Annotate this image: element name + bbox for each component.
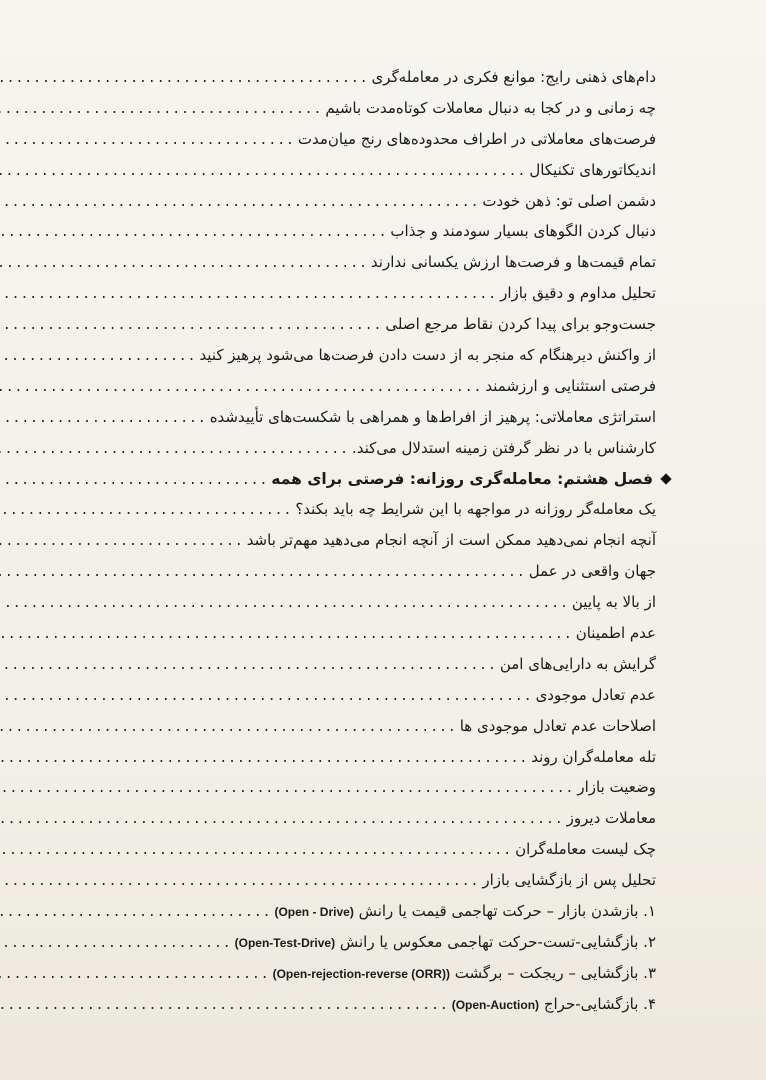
toc-entry-text: فرصت‌های معاملاتی در اطراف محدوده‌های رنج میان‌مدت xyxy=(297,129,656,148)
toc-entry-title xyxy=(512,834,656,865)
dot-leader xyxy=(0,620,573,651)
toc-entry-title xyxy=(322,93,656,124)
toc-entry-text: ۲. بازگشایی-تست-حرکت تهاجمی معکوس یا رانش xyxy=(339,932,656,951)
toc-entry xyxy=(90,216,656,247)
toc-entry xyxy=(90,618,656,649)
toc-entry xyxy=(90,525,656,556)
toc-entry-text: آنچه انجام نمی‌دهید ممکن است از آنچه انجام می‌دهید مهم‌تر باشد xyxy=(246,531,656,550)
toc-entry xyxy=(90,155,656,186)
toc-entry-title xyxy=(196,340,656,371)
toc-entry xyxy=(90,927,656,958)
dot-leader xyxy=(0,991,449,1022)
toc-entry-title xyxy=(349,433,656,464)
toc-entry-latin-term: (Open-Test-Drive) xyxy=(234,935,336,950)
toc-entry xyxy=(90,803,656,834)
dot-leader xyxy=(0,64,369,95)
dot-leader xyxy=(0,95,322,126)
dot-leader xyxy=(0,311,382,342)
toc-entry-title xyxy=(479,865,656,896)
toc-entry-title xyxy=(533,680,656,711)
toc-entry xyxy=(90,93,656,124)
toc-entry-title xyxy=(382,309,656,340)
toc-entry-text: دشمن اصلی تو: ذهن خودت xyxy=(482,191,656,210)
toc-entry-text: کارشناس با در نظر گرفتن زمینه استدلال می‌کند. xyxy=(351,438,656,457)
toc-entry-text: ۴. بازگشایی-حراج xyxy=(543,994,656,1013)
dot-leader xyxy=(0,558,526,589)
toc-entry-text: وضعیت بازار xyxy=(577,778,656,797)
dot-leader xyxy=(0,651,497,682)
dot-leader xyxy=(0,836,512,867)
toc-entry-text: عدم اطمینان xyxy=(575,624,656,643)
dot-leader xyxy=(0,682,533,713)
toc-entry xyxy=(90,587,656,618)
toc-entry xyxy=(90,649,656,680)
toc-entry-text: عدم تعادل موجودی xyxy=(535,685,656,704)
dot-leader xyxy=(0,527,244,558)
toc-entry-title xyxy=(207,402,656,433)
table-of-contents xyxy=(90,62,656,1020)
toc-chapter-heading xyxy=(90,464,656,495)
dot-leader xyxy=(0,898,271,929)
toc-entry-title xyxy=(368,247,656,278)
toc-entry-text: از واکنش دیرهنگام که منجر به از دست دادن فرصت‌ها می‌شود پرهیز کنید xyxy=(199,346,656,365)
toc-entry-text: اندیکاتورهای تکنیکال xyxy=(529,160,656,179)
toc-entry-text: دام‌های ذهنی رایج: موانع فکری در معامله‌گری xyxy=(371,68,656,86)
toc-entry-title xyxy=(232,927,656,959)
toc-entry-text: یک معامله‌گر روزانه در مواجهه با این شرایط چه باید بکند؟ xyxy=(295,500,656,519)
toc-entry xyxy=(90,896,656,927)
toc-entry-title xyxy=(270,958,656,990)
toc-entry-text: ۱. بازشدن بازار – حرکت تهاجمی قیمت یا رانش xyxy=(358,902,656,921)
dot-leader xyxy=(0,589,569,620)
toc-entry xyxy=(90,186,656,217)
toc-entry xyxy=(90,247,656,278)
dot-leader xyxy=(0,126,295,157)
toc-entry-text: ۳. بازگشایی – ریجکت – برگشت xyxy=(454,963,656,982)
toc-entry-latin-term: (Open-rejection-reverse (ORR)) xyxy=(272,966,450,981)
dot-leader xyxy=(0,342,196,373)
toc-entry xyxy=(90,371,656,402)
toc-entry-latin-term: (Open - Drive) xyxy=(274,905,354,920)
dot-leader xyxy=(0,249,368,280)
toc-entry xyxy=(90,309,656,340)
toc-entry-text: گرایش به دارایی‌های امن xyxy=(499,654,656,673)
toc-entry xyxy=(90,124,656,155)
toc-entry xyxy=(90,278,656,309)
toc-entry-title xyxy=(497,649,656,680)
dot-leader xyxy=(0,280,497,311)
toc-entry-text: از بالا به پایین xyxy=(571,593,656,612)
toc-entry-title xyxy=(564,803,656,834)
toc-entry xyxy=(90,680,656,711)
toc-entry-title xyxy=(295,124,656,155)
dot-leader xyxy=(0,157,526,188)
diamond-bullet-icon xyxy=(660,473,671,484)
toc-entry-text: جست‌وجو برای پیدا کردن نقاط مرجع اصلی xyxy=(385,315,656,334)
toc-entry-text: تحلیل مداوم و دقیق بازار xyxy=(500,284,656,303)
toc-entry-title xyxy=(497,278,656,309)
toc-entry-title xyxy=(292,494,656,525)
dot-leader xyxy=(0,774,574,805)
toc-entry xyxy=(90,494,656,525)
toc-entry-title xyxy=(271,896,656,928)
toc-entry-title xyxy=(526,556,656,587)
toc-entry xyxy=(90,556,656,587)
toc-entry xyxy=(90,62,656,93)
dot-leader xyxy=(0,744,528,775)
toc-entry-title xyxy=(369,62,656,93)
toc-entry-text: معاملات دیروز xyxy=(566,809,656,828)
dot-leader xyxy=(0,466,268,497)
toc-entry-title xyxy=(268,464,656,495)
toc-entry-title xyxy=(244,525,656,556)
toc-entry-text: دنبال کردن الگوهای بسیار سودمند و جذاب xyxy=(390,222,656,241)
toc-entry-title xyxy=(528,742,656,773)
dot-leader xyxy=(0,218,387,249)
toc-entry-latin-term: (Open-Auction) xyxy=(451,997,540,1012)
toc-entry xyxy=(90,340,656,371)
toc-entry xyxy=(90,433,656,464)
toc-entry-text: جهان واقعی در عمل xyxy=(528,562,656,581)
toc-entry-title xyxy=(479,186,656,217)
dot-leader xyxy=(0,805,564,836)
toc-entry-text: فرصتی استثنایی و ارزشمند xyxy=(485,376,656,395)
toc-entry-text: اصلاحات عدم تعادل موجودی ها xyxy=(459,716,656,735)
dot-leader xyxy=(0,435,349,466)
toc-entry xyxy=(90,711,656,742)
toc-entry xyxy=(90,402,656,433)
dot-leader xyxy=(0,188,479,219)
dot-leader xyxy=(0,496,292,527)
toc-entry-text: فصل هشتم: معامله‌گری روزانه: فرصتی برای همه xyxy=(271,469,653,488)
toc-entry xyxy=(90,989,656,1020)
toc-entry-text: چه زمانی و در کجا به دنبال معاملات کوتاه‌مدت باشیم xyxy=(325,98,656,117)
toc-entry xyxy=(90,772,656,803)
dot-leader xyxy=(0,929,232,960)
dot-leader xyxy=(0,960,270,991)
toc-entry-title xyxy=(449,989,656,1021)
dot-leader xyxy=(0,404,207,435)
toc-entry-text: استراتژی معاملاتی: پرهیز از افراط‌ها و همراهی با شکست‌های تأییدشده xyxy=(209,407,656,426)
toc-entry-text: تحلیل پس از بازگشایی بازار xyxy=(482,871,656,890)
dot-leader xyxy=(0,867,479,898)
toc-entry-title xyxy=(457,711,656,742)
toc-entry-text: تله معامله‌گران روند xyxy=(531,747,656,766)
toc-entry-text: چک لیست معامله‌گران xyxy=(515,840,656,859)
toc-entry-title xyxy=(482,371,656,402)
toc-entry-title xyxy=(573,618,656,649)
dot-leader xyxy=(0,373,482,404)
dot-leader xyxy=(0,713,457,744)
toc-entry-text: تمام قیمت‌ها و فرصت‌ها ارزش یکسانی ندارند xyxy=(370,253,656,272)
toc-entry-title xyxy=(387,216,656,247)
toc-entry-title xyxy=(526,155,656,186)
toc-entry xyxy=(90,742,656,773)
toc-entry xyxy=(90,958,656,989)
toc-entry-title xyxy=(569,587,656,618)
toc-entry xyxy=(90,865,656,896)
toc-entry-title xyxy=(574,772,656,803)
toc-entry xyxy=(90,834,656,865)
